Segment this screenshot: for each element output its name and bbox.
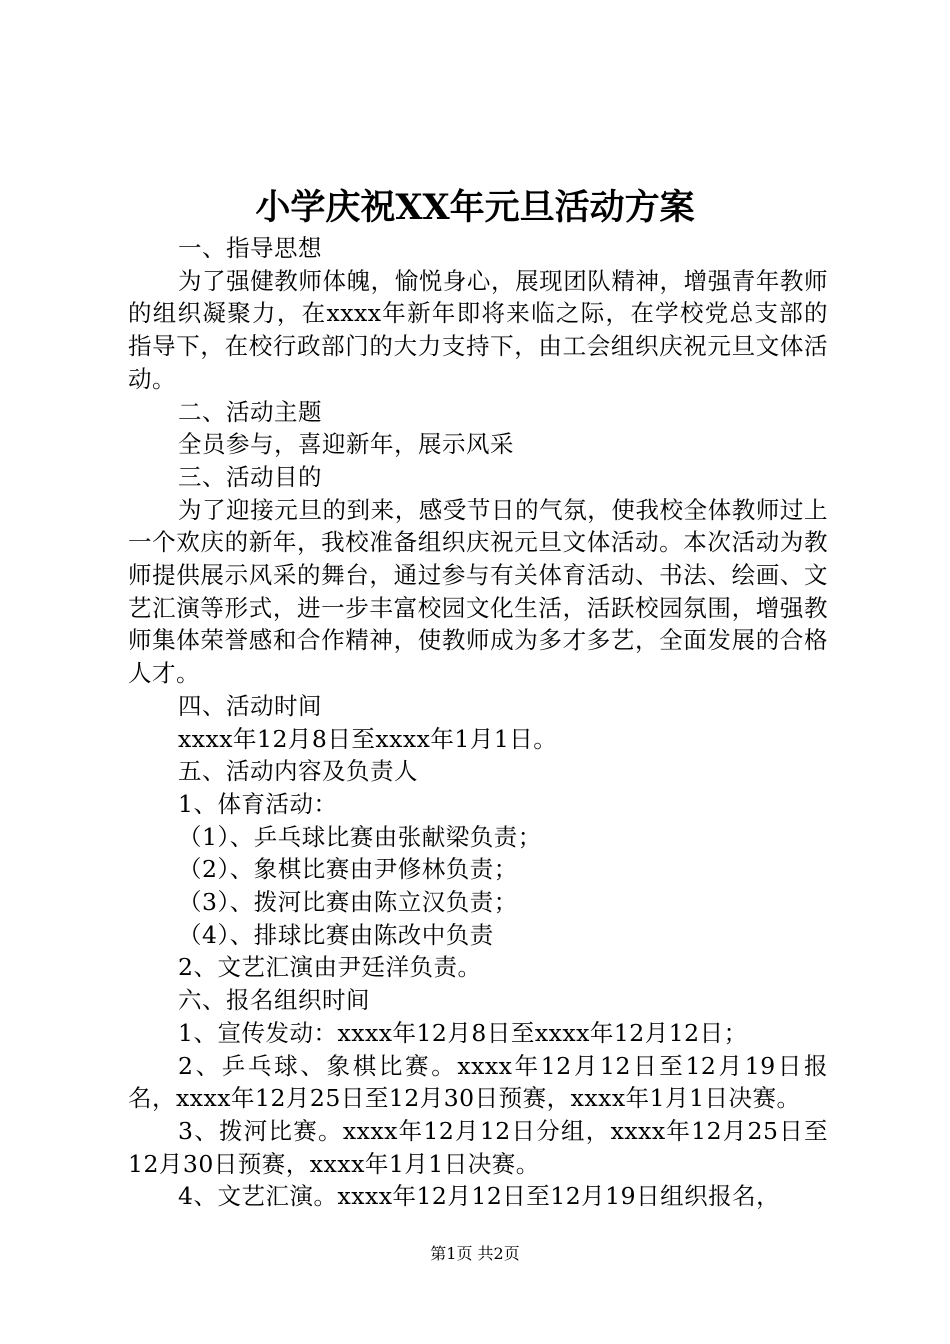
body-paragraph: 为了迎接元旦的到来，感受节日的气氛，使我校全体教师过上一个欢庆的新年，我校准备组织庆祝元旦文体活动。本次活动为教师提供展示风采的舞台，通过参与有关体育活动、书法、绘画、文艺汇演等形式，进一步丰富校园文化生活，活跃校园氛围，增强教师集体荣誉感和合作精神，使教师成为多才多艺，全面发展的合格人才。 [128, 495, 828, 688]
list-item: 2、文艺汇演由尹廷洋负责。 [178, 953, 482, 982]
section-heading: 三、活动目的 [178, 462, 322, 491]
body-paragraph: xxxx年12月8日至xxxx年1月1日。 [178, 724, 558, 753]
list-item: 4、文艺汇演。xxxx年12月12日至12月19日组织报名， [178, 1182, 781, 1211]
list-item: 1、体育活动： [178, 789, 338, 818]
section-heading: 五、活动内容及负责人 [178, 757, 418, 786]
list-item: 1、宣传发动：xxxx年12月8日至xxxx年12月12日； [178, 1018, 748, 1047]
section-heading: 二、活动主题 [178, 397, 322, 426]
section-heading: 四、活动时间 [178, 691, 322, 720]
list-item: （1）、乒乓球比赛由张献梁负责； [178, 822, 542, 851]
list-item: （2）、象棋比赛由尹修林负责； [178, 855, 518, 884]
section-heading: 一、指导思想 [178, 234, 322, 262]
list-item: （4）、排球比赛由陈改中负责 [178, 920, 494, 949]
body-paragraph: 为了强健教师体魄，愉悦身心，展现团队精神，增强青年教师的组织凝聚力，在xxxx年新年即将来临之际，在学校党总支部的指导下，在校行政部门的大力支持下，由工会组织庆祝元旦文体活动。 [128, 266, 828, 393]
page-footer: 第1页 共2页 [430, 1244, 520, 1263]
document-body [128, 232, 828, 1213]
list-item: （3）、拨河比赛由陈立汉负责； [178, 888, 518, 917]
section-heading: 六、报名组织时间 [178, 986, 370, 1015]
body-paragraph: 全员参与，喜迎新年，展示风采 [178, 430, 514, 459]
list-item: 2、乒乓球、象棋比赛。xxxx年12月12日至12月19日报名，xxxx年12月25日至12月30日预赛，xxxx年1月1日决赛。 [128, 1051, 828, 1113]
document-title: 小学庆祝XX年元旦活动方案 [255, 187, 695, 228]
list-item: 3、拨河比赛。xxxx年12月12日分组，xxxx年12月25日至12月30日预赛，xxxx年1月1日决赛。 [128, 1116, 828, 1178]
